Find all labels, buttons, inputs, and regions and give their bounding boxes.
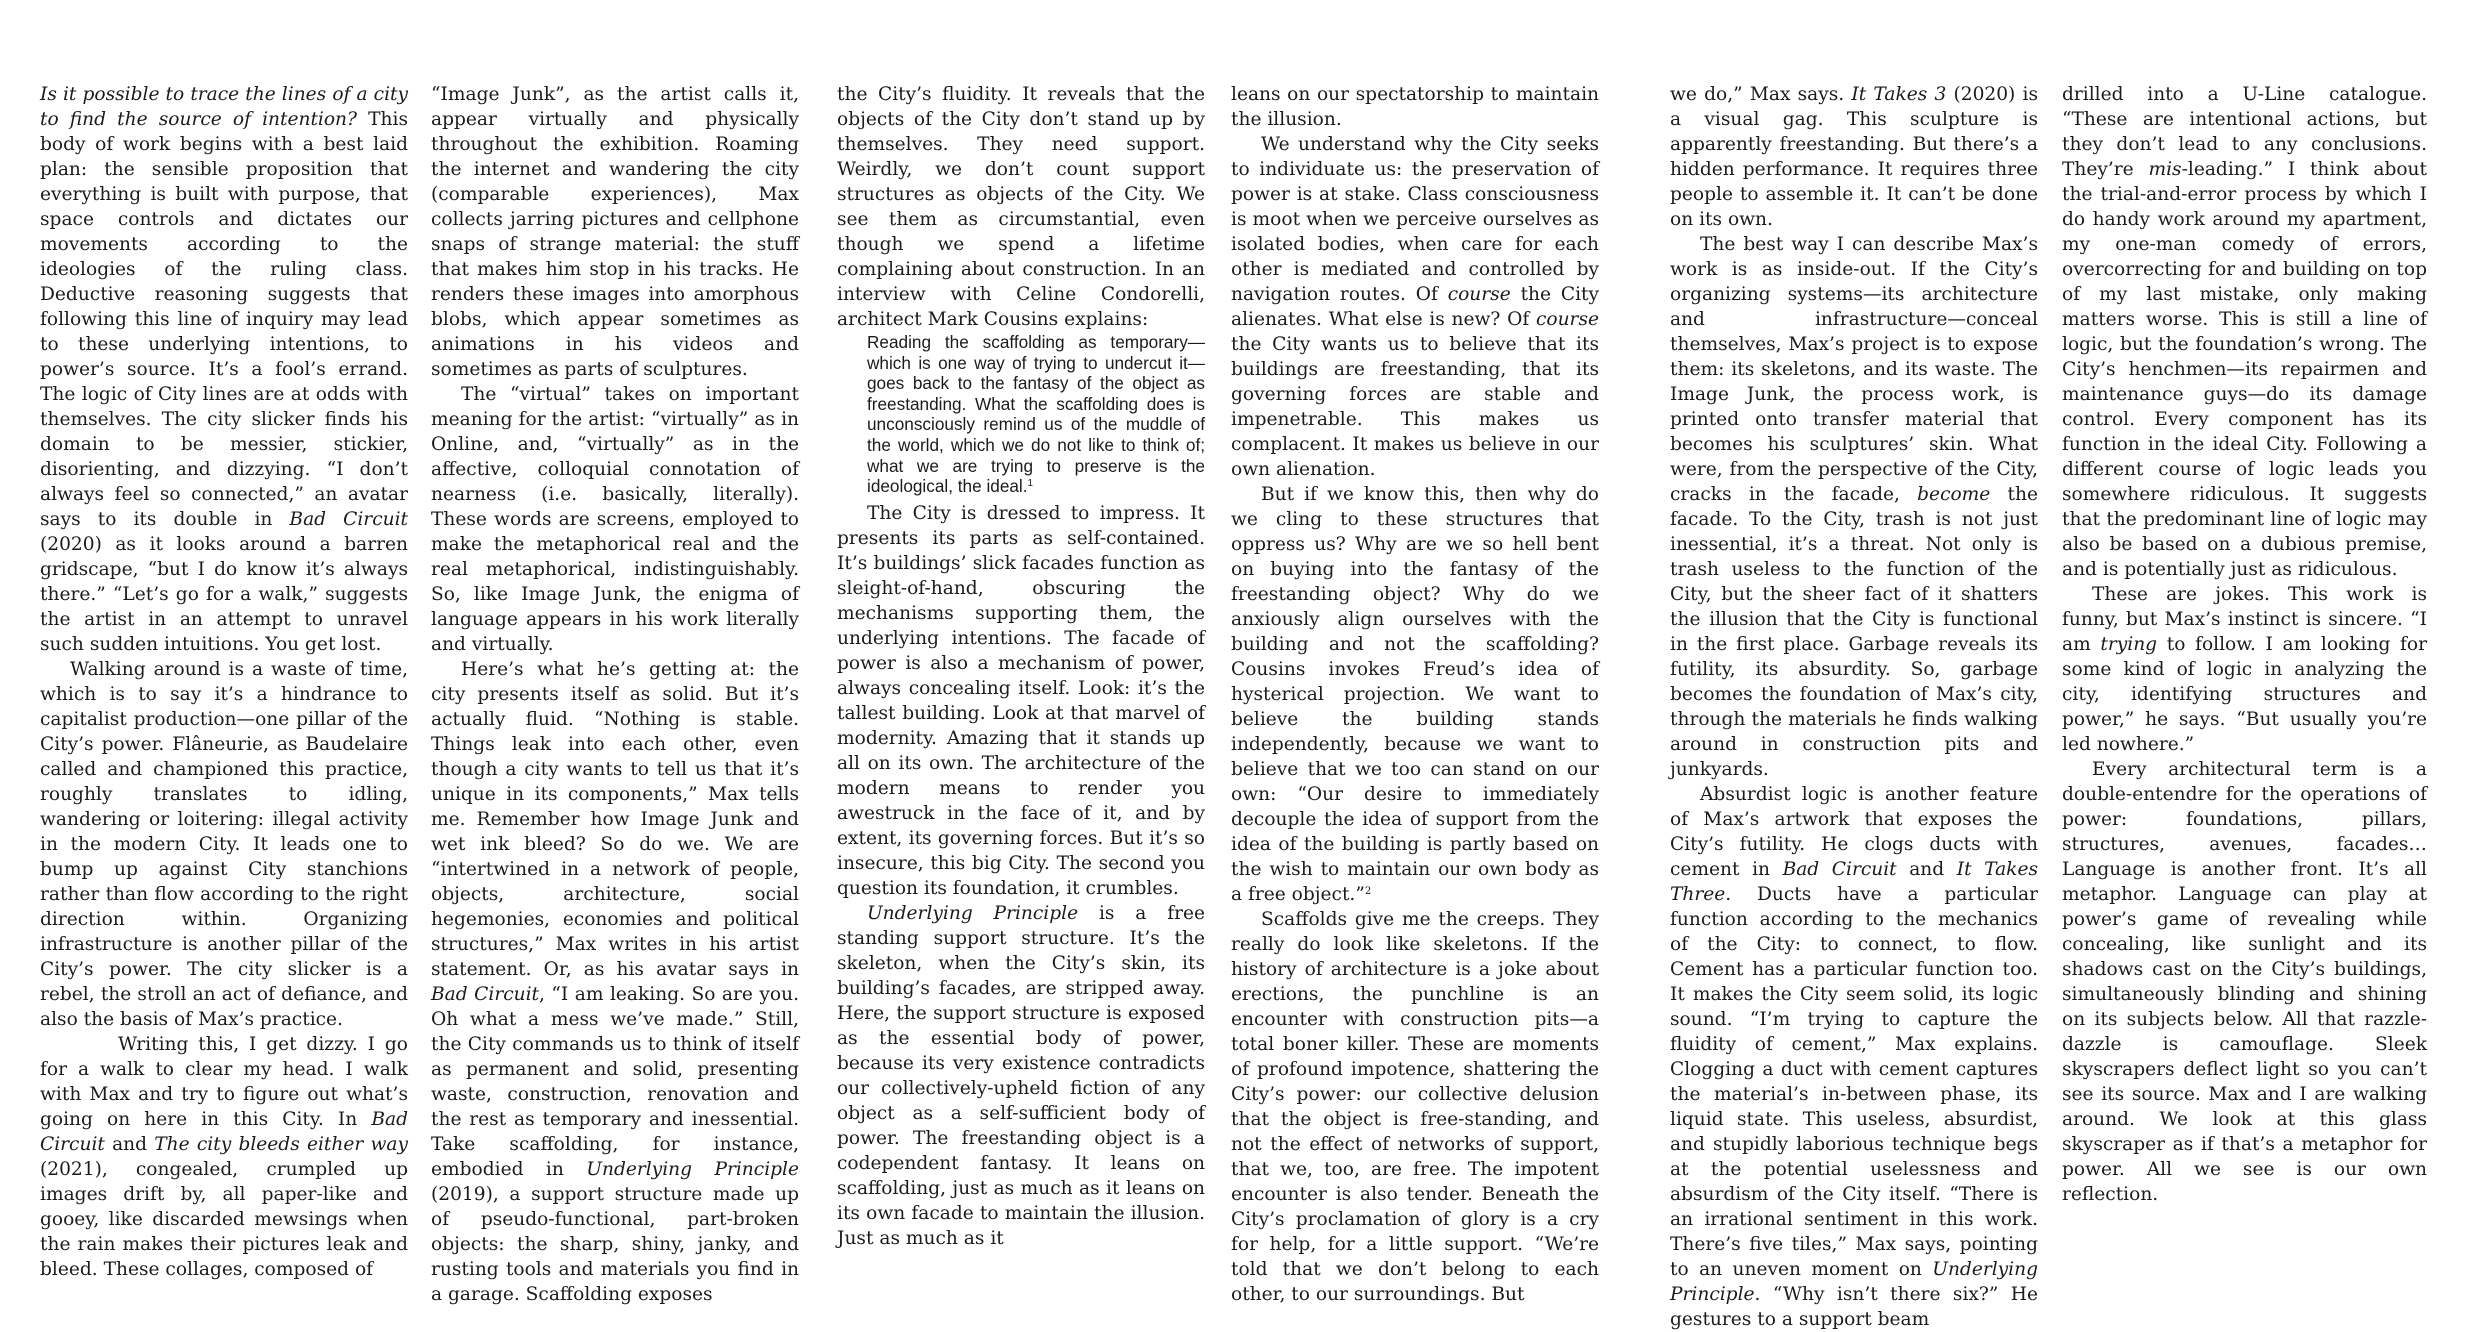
paragraph: [431, 382, 799, 657]
text-run: leans on our spectatorship to maintain the illusion.: [1231, 84, 1599, 130]
italic-text: Bad Circuit: [1782, 859, 1897, 880]
block-quote: [867, 332, 1205, 497]
paragraph: [1670, 82, 2038, 232]
italic-text: Bad Circuit: [40, 1109, 408, 1155]
text-column-5: [1670, 82, 2038, 1332]
paragraph: [1231, 132, 1599, 482]
text-run: to follow. I am looking for some kind of logic in analyzing the city, identifying structures and power,” he says. “But usually you’re led nowhere.”: [2062, 634, 2427, 755]
text-run: But if we know this, then why do we cling to these structures that oppress us? Why are we so hell bent on buying into the fantasy of the freestanding object? Why do we anxiously align ourselves with the building and not the scaffolding? Cousins invokes Freud’s idea of hysterical projection. We want to believe the building stands independently, because we want to believe that we too can stand on our own: “Our desire to immediately decouple the idea of support from the idea of the building is partly based on the wish to maintain our own body as a free object.”: [1231, 484, 1599, 905]
text-column-2: [431, 82, 799, 1307]
text-run: The best way I can describe Max’s work is as inside-out. If the City’s organizing systems—its architecture and infrastructure—conceal themselves, Max’s project is to expose them: its skeletons, and its waste. The Image Junk, the process work, is printed onto transfer material that becomes his sculptures’ skin. What were, from the perspective of the City, cracks in the facade,: [1670, 234, 2038, 505]
paragraph: [1231, 907, 1599, 1307]
text-run: is a free standing support structure. It’s the skeleton, when the City’s skin, its building’s facades, are stripped away. Here, the support structure is exposed as the essential body of power, because its very existence contradicts our collectively-upheld fiction of any object as a self-sufficient body of power. The freestanding object is a codependent fantasy. It leans on scaffolding, just as much as it leans on its own facade to maintain the illusion. Just as much as it: [837, 902, 1205, 1249]
text-run: Walking around is a waste of time, which is to say it’s a hindrance to capitalist production—one pillar of the City’s power. Flâneurie, as Baudelaire called and championed this practice, roughly translates to idling, wandering or loitering: illegal activity in the modern City. It leads one to bump up against City stanchions rather than flow according to the right direction within. Organizing infrastructure is another pillar of the City’s power. The city slicker is a rebel, the stroll an act of defiance, and also the basis of Max’s practice.: [40, 659, 408, 1030]
paragraph: [2062, 582, 2427, 757]
text-run: These are jokes. This work is funny, but Max’s instinct is sincere. “I am: [2062, 584, 2427, 655]
paragraph: [431, 82, 799, 382]
text-column-1: [40, 82, 408, 1282]
paragraph: [1670, 232, 2038, 782]
paragraph: [431, 657, 799, 1307]
text-run: -leading.” I think about the trial-and-error process by which I do handy work around my apartment, my one-man comedy of errors, overcorrecting for and building on top of my last mistake, only making matters worse. This is still a line of logic, but the foundation’s wrong. The City’s henchmen—its repairmen and maintenance guys—do its damage control. Every component has its function in the ideal City. Following a different course of logic leads you somewhere ridiculous. It suggests that the predominant line of logic may also be based on a dubious premise, and is potentially just as ridiculous.: [2062, 159, 2427, 580]
paragraph: [40, 657, 408, 1032]
footnote-marker: 1: [1027, 478, 1034, 490]
italic-text: Underlying Principle: [1670, 1259, 2038, 1305]
paragraph: [837, 901, 1205, 1251]
text-run: (2020) as it looks around a barren gridscape, “but I do know it’s always there.” “Let’s go for a walk,” suggests the artist in an attempt to unravel such sudden intuitions. You get lost.: [40, 534, 408, 655]
text-run: Reading the scaffolding as temporary—which is one way of trying to undercut it—goes back to the fantasy of the object as freestanding. What the scaffolding does is unconsciously remind us of the muddle of the world, which we do not like to think of; what we are trying to preserve is the ideological, the ideal.: [867, 332, 1205, 497]
footnote-marker: 2: [1364, 886, 1372, 897]
text-run: the City’s fluidity. It reveals that the objects of the City don’t stand up by themselves. They need support. Weirdly, we don’t count support structures as objects of the City. We see them as circumstantial, even though we spend a lifetime complaining about construction. In an interview with Celine Condorelli, architect Mark Cousins explains:: [837, 84, 1205, 330]
paragraph: [40, 1032, 408, 1282]
text-run: Here’s what he’s getting at: the city presents itself as solid. But it’s actually fluid. “Nothing is stable. Things leak into each other, even though a city wants to tell us that it’s unique in its components,” Max tells me. Remember how Image Junk and wet ink bleed? So do we. We are “intertwined in a network of people, objects, architecture, social hegemonies, economies and political structures,” Max writes in his artist statement. Or, as his avatar says in: [431, 659, 799, 980]
text-run: the City wants us to believe that its buildings are freestanding, that its governing forces are stable and impenetrable. This makes us complacent. It makes us believe in our own alienation.: [1231, 334, 1599, 480]
italic-text: Bad Circuit: [431, 984, 540, 1005]
italic-text: become: [1917, 484, 1991, 505]
text-run: (2019), a support structure made up of pseudo-functional, part-broken objects: the sharp, shiny, janky, and rusting tools and materials you find in a garage. Scaffolding exposes: [431, 1184, 799, 1305]
text-run: . Ducts have a particular function according to the mechanics of the City: to connect, to flow. Cement has a particular function too. It makes the City seem solid, its logic sound. “I’m trying to capture the fluidity of cement,” Max explains. Clogging a duct with cement captures the material’s in-between phase, its liquid state. This useless, absurdist, and stupidly laborious technique begs at the potential uselessness and absurdism of the City itself. “There is an irrational sentiment in this work. There’s five tiles,” Max says, pointing to an uneven moment on: [1670, 884, 2038, 1280]
italic-text: Is it possible to trace the lines of a city to find the source of intention?: [40, 84, 408, 130]
italic-text: Bad Circuit: [289, 509, 408, 530]
text-run: The City is dressed to impress. It presents its parts as self-contained. It’s buildings’ slick facades function as sleight-of-hand, obscuring the mechanisms supporting them, the underlying intentions. The facade of power is also a mechanism of power, always concealing itself. Look: it’s the tallest building. Look at that marvel of modernity. Amazing that it stands up all on its own. The architecture of the modern means to render you awestruck in the face of it, and by extent, its governing forces. But it’s so insecure, this big City. The second you question its foundation, it crumbles.: [837, 502, 1205, 899]
text-run: (2020) is a visual gag. This sculpture is apparently freestanding. But there’s a hidden performance. It requires three people to assemble it. It can’t be done on its own.: [1670, 84, 2038, 230]
text-run: drilled into a U-Line catalogue. “These are intentional actions, but they don’t lead to any conclusions. They’re: [2062, 84, 2427, 180]
paragraph: [1231, 82, 1599, 132]
italic-text: Underlying Principle: [867, 902, 1079, 924]
text-run: . “Why isn’t there six?” He gestures to a support beam: [1670, 1284, 2038, 1330]
text-run: Absurdist logic is another feature of Max’s artwork that exposes the City’s futility. He clogs ducts with cement in: [1670, 784, 2038, 880]
paragraph: [40, 82, 408, 657]
text-run: Writing this, I get dizzy. I go for a walk to clear my head. I walk with Max and try to figure out what’s going on here in this City. In: [40, 1034, 408, 1130]
text-run: The “virtual” takes on important meaning for the artist: “virtually” as in Online, and, “virtually” as in the affective, colloquial connotation of nearness (i.e. basically, literally). These words are screens, employed to make the metaphorical real and the real metaphorical, indistinguishably. So, like Image Junk, the enigma of language appears in his work literally and virtually.: [431, 384, 799, 655]
text-run: We understand why the City seeks to individuate us: the preservation of power is at stake. Class consciousness is moot when we perceive ourselves as isolated bodies, when care for each other is mediated and controlled by navigation routes. Of: [1231, 134, 1599, 305]
paragraph: [837, 82, 1205, 332]
text-run: This body of work begins with a best laid plan: the sensible proposition that everything is built with purpose, that space controls and dictates our movements according to the ideologies of the ruling class. Deductive reasoning suggests that following this line of inquiry may lead to these underlying intentions, to power’s source. It’s a fool’s errand. The logic of City lines are at odds with themselves. The city slicker finds his domain to be messier, stickier, disorienting, and dizzying. “I don’t always feel so connected,” an avatar says to its double in: [40, 109, 408, 530]
italic-text: The city bleeds either way: [154, 1134, 408, 1155]
text-run: the City alienates. What else is new? Of: [1231, 284, 1599, 330]
text-run: and: [104, 1134, 155, 1155]
italic-text: It Takes Three: [1670, 859, 2038, 905]
paragraph: [1670, 782, 2038, 1332]
italic-text: course: [1447, 284, 1511, 305]
text-run: (2021), congealed, crumpled up images drift by, all paper-like and gooey, like discarded mewsings when the rain makes their pictures leak and bleed. These collages, composed of: [40, 1159, 408, 1280]
italic-text: mis: [2148, 159, 2182, 180]
text-run: we do,” Max says.: [1670, 84, 1852, 105]
italic-text: It Takes 3: [1851, 84, 1947, 105]
paragraph: [2062, 757, 2427, 1207]
italic-text: Underlying Principle: [586, 1159, 799, 1180]
text-run: Every architectural term is a double-entendre for the operations of power: foundations, pillars, structures, avenues, facades… Language is another front. It’s all metaphor. Language can play at power’s game of revealing while concealing, like sunlight and its shadows cast on the City’s buildings, simultaneously blinding and shining on its subjects below. All that razzle-dazzle is camouflage. Sleek skyscrapers deflect light so you can’t see its source. Max and I are walking around. We look at this glass skyscraper as if that’s a metaphor for power. All we see is our own reflection.: [2062, 759, 2427, 1205]
text-column-6: [2062, 82, 2427, 1207]
text-run: the facade. To the City, trash is not just inessential, it’s a threat. Not only is trash useless to the function of the City, but the sheer fact of it shatters the illusion that the City is functional in the first place. Garbage reveals its futility, its absurdity. So, garbage becomes the foundation of Max’s city, through the materials he finds walking around in construction pits and junkyards.: [1670, 484, 2038, 780]
text-run: and: [1896, 859, 1957, 880]
paragraph: [1231, 482, 1599, 907]
paragraph: [837, 501, 1205, 901]
italic-text: trying: [2100, 634, 2158, 655]
text-column-4: [1231, 82, 1599, 1307]
text-run: “Image Junk”, as the artist calls it, appear virtually and physically throughout the exhibition. Roaming the internet and wandering the city (comparable experiences), Max collects jarring pictures and cellphone snaps of strange material: the stuff that makes him stop in his tracks. He renders these images into amorphous blobs, which appear sometimes as animations in his videos and sometimes as parts of sculptures.: [431, 84, 799, 380]
text-run: , “I am leaking. So are you. Oh what a mess we’ve made.” Still, the City commands us to think of itself as permanent and solid, presenting waste, construction, renovation and the rest as temporary and inessential. Take scaffolding, for instance, embodied in: [431, 984, 799, 1180]
text-column-3: [837, 82, 1205, 1251]
text-run: Scaffolds give me the creeps. They really do look like skeletons. If the history of architecture is a joke about erections, the punchline is an encounter with construction pits—a total boner killer. These are moments of profound impotence, shattering the City’s power: our collective delusion that the object is free-standing, and not the effect of networks of support, that we, too, are free. The impotent encounter is also tender. Beneath the City’s proclamation of glory is a cry for help, for a little support. “We’re told that we don’t belong to each other, to our surroundings. But: [1231, 909, 1599, 1305]
paragraph: [2062, 82, 2427, 582]
italic-text: course: [1535, 309, 1599, 330]
